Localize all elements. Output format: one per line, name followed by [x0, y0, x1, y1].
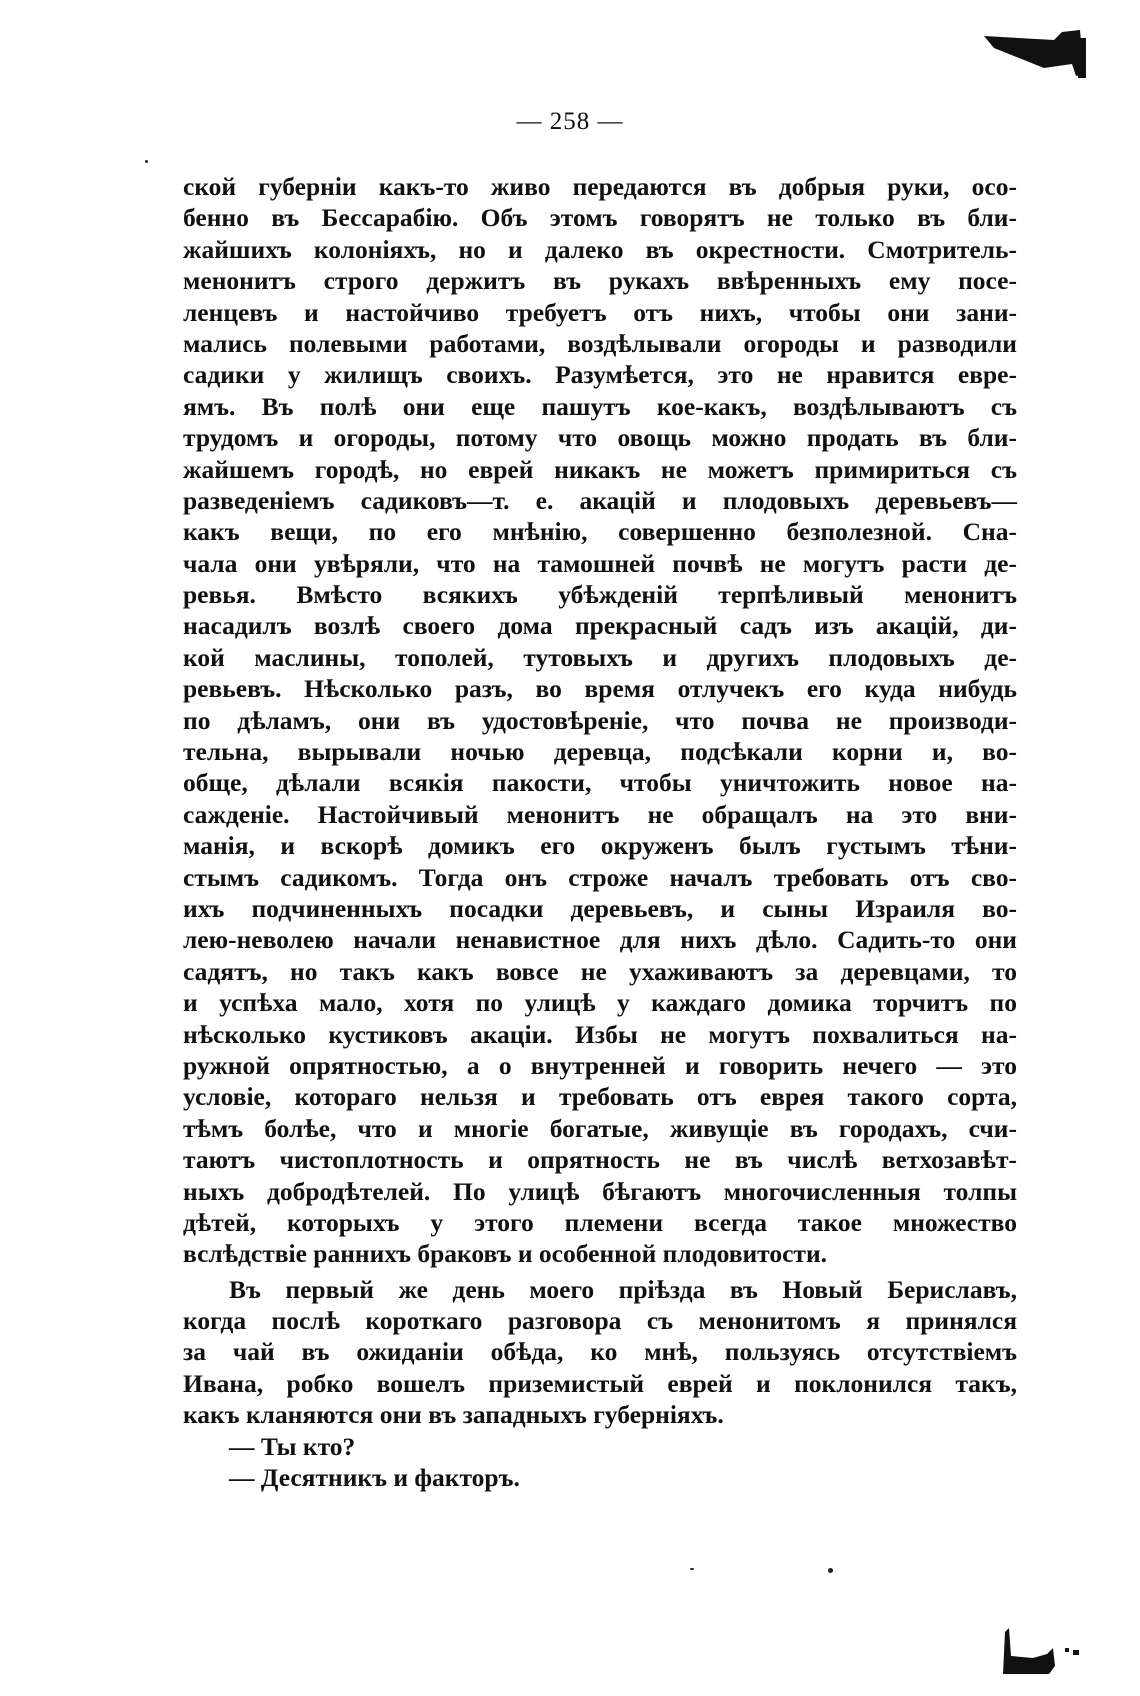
text-line: ревьевъ. Нѣсколько разъ, во время отлучекъ его куда нибудь: [183, 674, 1017, 704]
text-line: разведеніемъ садиковъ—т. е. акацій и плодовыхъ деревьевъ—: [183, 485, 1017, 515]
text-line: манія, и вскорѣ домикъ его окруженъ былъ густымъ тѣни-: [183, 831, 1017, 861]
text-line: жайшемъ городѣ, но еврей никакъ не можетъ примириться съ: [183, 454, 1017, 484]
scan-speck: [828, 1568, 833, 1573]
text-line: мались полевыми работами, воздѣлывали огороды и разводили: [183, 328, 1017, 358]
text-line: за чай въ ожиданіи обѣда, ко мнѣ, пользуясь отсутствіемъ: [183, 1337, 1017, 1367]
text-line: жайшихъ колоніяхъ, но и далеко въ окрестности. Смотритель-: [183, 234, 1017, 264]
text-line: садики у жилищъ своихъ. Разумѣется, это не нравится евре-: [183, 360, 1017, 390]
scan-artifact-bottom-icon: [1003, 1626, 1093, 1674]
text-line: ской губерніи какъ-то живо передаются въ добрыя руки, осо-: [183, 172, 1017, 201]
text-line: тельна, вырывали ночью деревца, подсѣкали корни и, во-: [183, 737, 1017, 767]
page-number: — 258 —: [516, 108, 624, 135]
text-line: дѣтей, которыхъ у этого племени всегда такое множество: [183, 1207, 1017, 1237]
scan-artifact-top-icon: [984, 30, 1088, 82]
text-line: тѣмъ болѣе, что и многіе богатые, живущіе въ городахъ, счи-: [183, 1113, 1017, 1143]
text-line: и успѣха мало, хотя по улицѣ у каждаго домика торчитъ по: [183, 988, 1017, 1018]
text-line: по дѣламъ, они въ удостовѣреніе, что почва не производи-: [183, 705, 1017, 735]
dialogue: [183, 1431, 1017, 1494]
paragraph-2: [183, 1274, 1017, 1431]
text-line: менонитъ строго держитъ въ рукахъ ввѣренныхъ ему посе-: [183, 266, 1017, 296]
text-line: условіе, котораго нельзя и требовать отъ еврея такого сорта,: [183, 1082, 1017, 1112]
text-line: ревья. Вмѣсто всякихъ убѣжденій терпѣливый менонитъ: [183, 580, 1017, 610]
text-line: бенно въ Бессарабію. Объ этомъ говорятъ не только въ бли-: [183, 203, 1017, 233]
text-line: нѣсколько кустиковъ акаціи. Избы не могутъ похвалиться на-: [183, 1019, 1017, 1049]
scan-speck: [145, 160, 148, 163]
text-line: Ивана, робко вошелъ приземистый еврей и поклонился такъ,: [183, 1368, 1017, 1398]
text-line: садятъ, но такъ какъ вовсе не ухаживаютъ за деревцами, то: [183, 956, 1017, 986]
text-line: таютъ чистоплотность и опрятность не въ числѣ ветхозавѣт-: [183, 1145, 1017, 1175]
paragraph-1: [183, 171, 1017, 1270]
text-line: ихъ подчиненныхъ посадки деревьевъ, и сыны Израиля во-: [183, 893, 1017, 923]
text-line: какъ вещи, по его мнѣнію, совершенно безполезной. Сна-: [183, 517, 1017, 547]
text-line: ямъ. Въ полѣ они еще пашутъ кое-какъ, воздѣлываютъ съ: [183, 391, 1017, 421]
text-line: чала они увѣряли, что на тамошней почвѣ не могутъ расти де-: [183, 548, 1017, 578]
text-line: когда послѣ короткаго разговора съ менонитомъ я принялся: [183, 1306, 1017, 1336]
text-line: Въ первый же день моего пріѣзда въ Новый Бериславъ,: [229, 1274, 1017, 1304]
text-line: вслѣдствіе раннихъ браковъ и особенной плодовитости.: [183, 1239, 828, 1269]
text-line: лею-неволею начали ненавистное для нихъ дѣло. Садить-то они: [183, 925, 1017, 955]
text-line: стымъ садикомъ. Тогда онъ строже началъ требовать отъ сво-: [183, 862, 1017, 892]
text-line: ленцевъ и настойчиво требуетъ отъ нихъ, чтобы они зани-: [183, 297, 1017, 327]
scan-speck: [690, 1568, 694, 1570]
dialogue-line: — Десятникъ и факторъ.: [229, 1463, 520, 1493]
dialogue-line: — Ты кто?: [229, 1431, 356, 1461]
body-text: [183, 171, 1017, 1493]
text-line: ныхъ добродѣтелей. По улицѣ бѣгаютъ многочисленныя толпы: [183, 1176, 1017, 1206]
text-line: ружной опрятностью, а о внутренней и говорить нечего — это: [183, 1050, 1017, 1080]
text-line: насадилъ возлѣ своего дома прекрасный садъ изъ акацій, ди-: [183, 611, 1017, 641]
text-line: какъ кланяются они въ западныхъ губерніяхъ.: [183, 1400, 724, 1430]
text-line: кой маслины, тополей, тутовыхъ и другихъ плодовыхъ де-: [183, 642, 1017, 672]
text-line: сажденіе. Настойчивый менонитъ не обращалъ на это вни-: [183, 799, 1017, 829]
text-line: обще, дѣлали всякія пакости, чтобы уничтожить новое на-: [183, 768, 1017, 798]
text-line: трудомъ и огороды, потому что овощь можно продать въ бли-: [183, 423, 1017, 453]
